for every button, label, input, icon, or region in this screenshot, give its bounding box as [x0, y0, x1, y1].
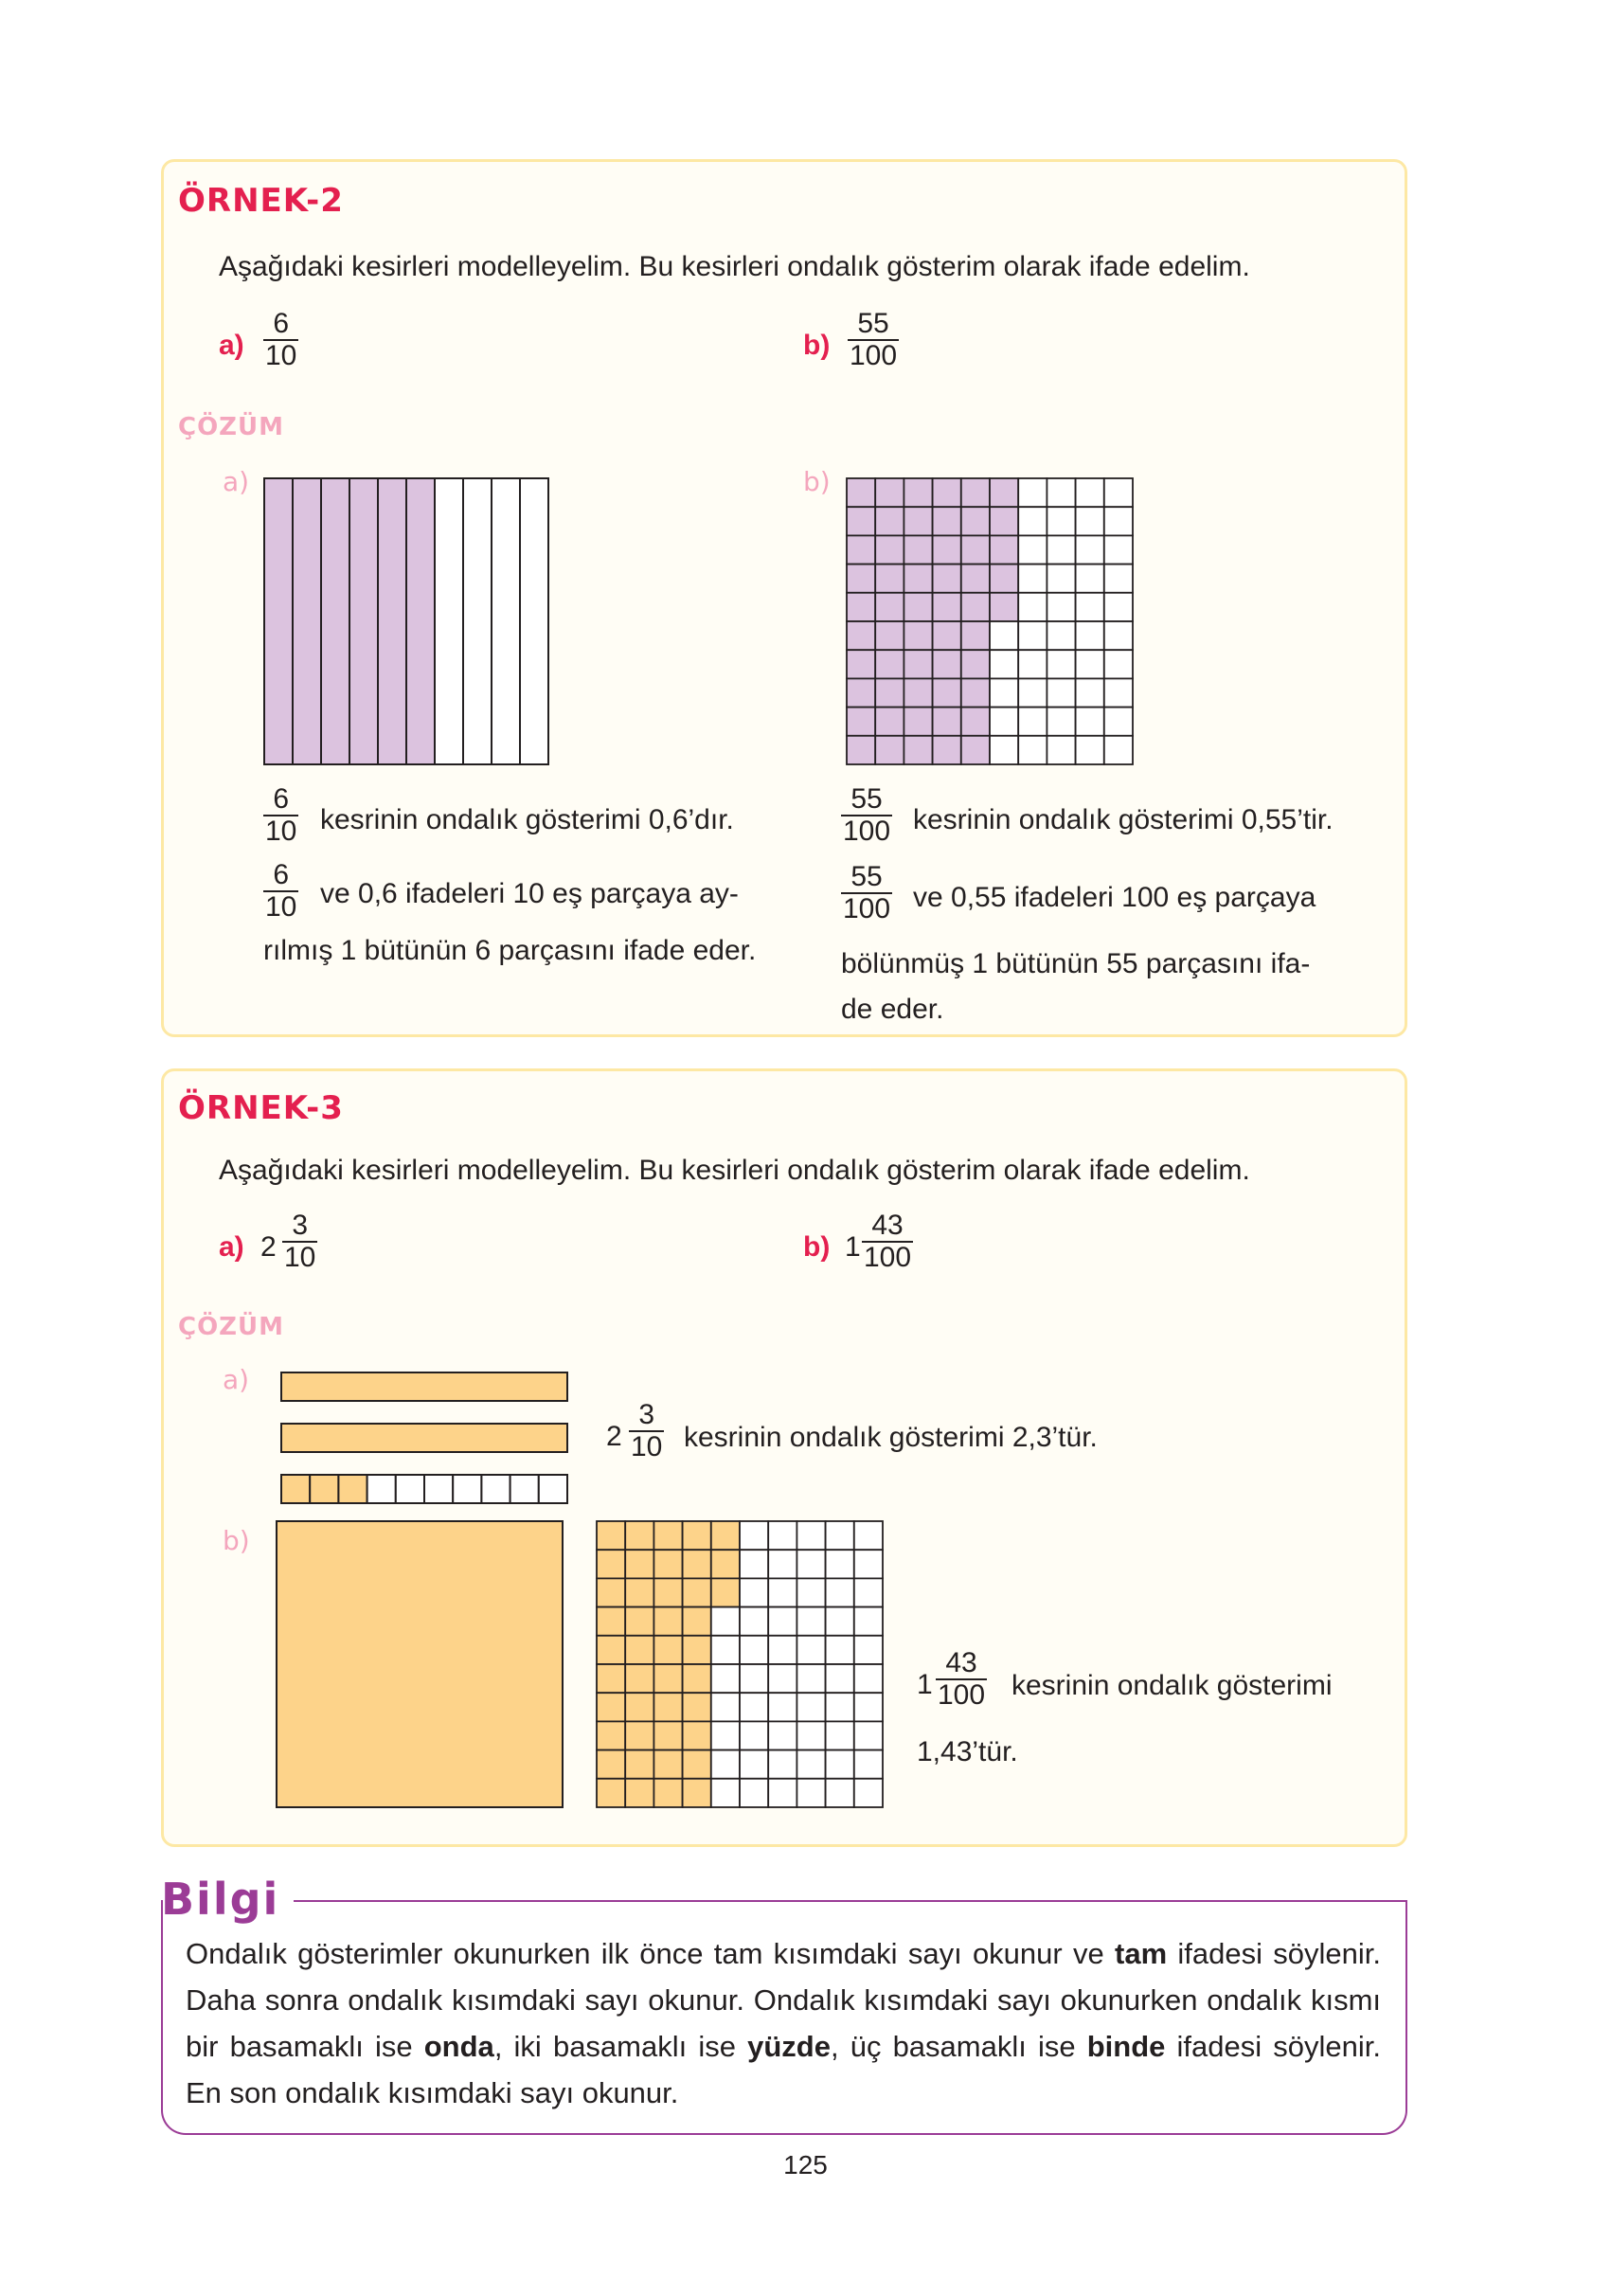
example-2-item-a-fraction [263, 309, 298, 370]
empty-cell [1018, 535, 1047, 564]
example-2-solution-label: ÇÖZÜM [178, 413, 285, 441]
denominator: 100 [938, 1678, 986, 1711]
empty-cell [711, 1750, 740, 1779]
shaded-cell [847, 535, 875, 564]
empty-cell [768, 1636, 797, 1664]
empty-cell [826, 1779, 854, 1807]
shaded-cell [933, 535, 961, 564]
shaded-cell [875, 621, 904, 650]
numerator: 3 [638, 1399, 655, 1430]
shaded-cell [933, 565, 961, 593]
empty-cell [854, 1664, 883, 1693]
denominator: 100 [843, 815, 891, 847]
shaded-cell [597, 1721, 625, 1749]
empty-cell [1076, 708, 1104, 736]
empty-cell [797, 1750, 825, 1779]
shaded-tenth [338, 1475, 367, 1503]
shaded-cell [625, 1693, 653, 1721]
shaded-cell [597, 1578, 625, 1606]
shaded-cell [625, 1578, 653, 1606]
empty-cell [1104, 678, 1133, 707]
shaded-cell [625, 1607, 653, 1636]
empty-cell [740, 1693, 768, 1721]
page-number: 125 [783, 2150, 828, 2179]
shaded-cell [653, 1550, 682, 1578]
shaded-cell [961, 478, 990, 507]
denominator: 10 [631, 1430, 663, 1462]
numerator: 3 [292, 1210, 309, 1241]
shaded-cell [625, 1550, 653, 1578]
example-2-prompt: Aşağıdaki kesirleri modelleyelim. Bu kesirleri ondalık gösterim olarak ifade edelim. [219, 251, 1250, 282]
hundredths-grid-55 [846, 477, 1136, 767]
empty-cell [740, 1607, 768, 1636]
example-2-a-text-2: ve 0,6 ifadeleri 10 eş parçaya ay- [320, 878, 739, 909]
denominator: 10 [265, 339, 297, 371]
example-3-solution-a-label: a) [223, 1364, 250, 1395]
empty-cell [740, 1779, 768, 1807]
example-3-b-result-text-2: 1,43’tür. [917, 1736, 1018, 1767]
empty-cell [740, 1750, 768, 1779]
example-3-a-result-fraction [629, 1400, 664, 1462]
shaded-strip [349, 478, 378, 764]
shaded-cell [653, 1750, 682, 1779]
empty-cell [768, 1750, 797, 1779]
shaded-cell [847, 678, 875, 707]
shaded-cell [961, 535, 990, 564]
empty-cell [826, 1664, 854, 1693]
example-3-a-result-whole: 2 [606, 1421, 622, 1452]
empty-cell [711, 1721, 740, 1749]
shaded-strip [293, 478, 321, 764]
shaded-cell [625, 1636, 653, 1664]
shaded-strip [378, 478, 406, 764]
empty-cell [1047, 736, 1075, 764]
empty-cell [1018, 565, 1047, 593]
shaded-cell [711, 1521, 740, 1550]
shaded-cell [597, 1693, 625, 1721]
empty-cell [1047, 678, 1075, 707]
shaded-cell [597, 1636, 625, 1664]
info-text-part: , üç basamaklı ise [830, 2030, 1087, 2063]
example-2-b-text-2: ve 0,55 ifadeleri 100 eş parçaya [913, 882, 1316, 913]
empty-cell [1018, 593, 1047, 621]
shaded-cell [597, 1779, 625, 1807]
numerator: 43 [871, 1210, 904, 1241]
empty-cell [1018, 650, 1047, 678]
example-3-b-result-text: kesrinin ondalık gösterimi [1011, 1670, 1333, 1701]
empty-strip [435, 478, 463, 764]
empty-cell [1076, 565, 1104, 593]
example-2-a-text-3: rılmış 1 bütünün 6 parçasını ifade eder. [263, 935, 757, 966]
empty-cell [1076, 621, 1104, 650]
shaded-cell [933, 708, 961, 736]
example-2-title: ÖRNEK-2 [178, 182, 344, 220]
shaded-cell [683, 1521, 711, 1550]
shaded-cell [711, 1550, 740, 1578]
shaded-cell [875, 650, 904, 678]
shaded-cell [683, 1636, 711, 1664]
example-3-item-b-fraction [862, 1211, 913, 1272]
shaded-cell [625, 1721, 653, 1749]
empty-cell [1104, 708, 1133, 736]
shaded-strip [264, 478, 293, 764]
tenths-model-6 [263, 477, 557, 767]
empty-cell [1076, 593, 1104, 621]
shaded-cell [847, 565, 875, 593]
example-3-solution-label: ÇÖZÜM [178, 1313, 285, 1341]
empty-cell [826, 1693, 854, 1721]
shaded-cell [990, 478, 1018, 507]
shaded-cell [683, 1721, 711, 1749]
empty-cell [1047, 650, 1075, 678]
empty-cell [854, 1607, 883, 1636]
shaded-cell [904, 507, 932, 535]
fraction-55-100 [841, 862, 892, 924]
example-2-item-b-label: b) [803, 330, 831, 361]
shaded-cell [933, 678, 961, 707]
numerator: 6 [273, 783, 290, 815]
empty-cell [797, 1779, 825, 1807]
empty-cell [1076, 507, 1104, 535]
denominator: 100 [843, 892, 891, 924]
empty-cell [1018, 621, 1047, 650]
empty-cell [1076, 736, 1104, 764]
empty-cell [740, 1721, 768, 1749]
mixed-tenths-model [280, 1372, 570, 1506]
info-text-part: , iki basamaklı ise [493, 2030, 748, 2063]
shaded-cell [847, 708, 875, 736]
shaded-cell [990, 565, 1018, 593]
empty-cell [854, 1636, 883, 1664]
example-3-item-a-fraction [282, 1211, 317, 1272]
info-bold-onda: onda [423, 2030, 494, 2063]
shaded-cell [653, 1521, 682, 1550]
shaded-cell [847, 736, 875, 764]
shaded-cell [597, 1750, 625, 1779]
shaded-cell [961, 736, 990, 764]
info-bold-yuzde: yüzde [747, 2030, 831, 2063]
example-3-a-result-text: kesrinin ondalık gösterimi 2,3’tür. [684, 1422, 1098, 1453]
shaded-cell [597, 1664, 625, 1693]
empty-cell [797, 1550, 825, 1578]
empty-cell [740, 1664, 768, 1693]
shaded-cell [933, 507, 961, 535]
empty-cell [711, 1664, 740, 1693]
empty-cell [768, 1693, 797, 1721]
empty-cell [1047, 507, 1075, 535]
empty-tenth [424, 1475, 453, 1503]
empty-cell [1076, 678, 1104, 707]
denominator: 10 [284, 1241, 316, 1273]
empty-cell [990, 650, 1018, 678]
example-3-title: ÖRNEK-3 [178, 1089, 344, 1127]
empty-cell [1076, 650, 1104, 678]
empty-cell [826, 1721, 854, 1749]
shaded-cell [875, 708, 904, 736]
shaded-cell [875, 736, 904, 764]
denominator: 10 [265, 890, 297, 923]
empty-cell [1018, 478, 1047, 507]
info-box-top-line [294, 1900, 1405, 1902]
example-3-b-result-whole: 1 [917, 1669, 933, 1700]
example-2-b-text-3: bölünmüş 1 bütünün 55 parçasını ifa- [841, 948, 1311, 979]
shaded-strip [321, 478, 349, 764]
empty-cell [797, 1521, 825, 1550]
example-3-item-a-whole: 2 [260, 1231, 277, 1263]
example-2-solution-b-label: b) [803, 466, 831, 497]
shaded-cell [990, 535, 1018, 564]
example-2-a-text-1: kesrinin ondalık gösterimi 0,6’dır. [320, 804, 734, 835]
empty-cell [990, 708, 1018, 736]
empty-cell [826, 1636, 854, 1664]
shaded-cell [653, 1578, 682, 1606]
empty-cell [1047, 621, 1075, 650]
fraction-6-10 [263, 860, 298, 922]
example-2-item-a-label: a) [219, 330, 244, 361]
shaded-tenth [281, 1475, 310, 1503]
empty-cell [990, 678, 1018, 707]
shaded-cell [904, 565, 932, 593]
empty-cell [768, 1550, 797, 1578]
example-3-b-result-fraction [936, 1648, 987, 1710]
example-2-item-b-fraction [848, 309, 899, 370]
numerator: 55 [850, 861, 883, 892]
empty-cell [826, 1607, 854, 1636]
empty-cell [990, 621, 1018, 650]
empty-cell [711, 1693, 740, 1721]
empty-cell [1104, 621, 1133, 650]
empty-cell [768, 1578, 797, 1606]
shaded-cell [653, 1664, 682, 1693]
empty-cell [1104, 736, 1133, 764]
empty-cell [1104, 535, 1133, 564]
empty-cell [768, 1521, 797, 1550]
shaded-cell [597, 1550, 625, 1578]
shaded-cell [933, 650, 961, 678]
shaded-cell [933, 593, 961, 621]
empty-cell [1076, 478, 1104, 507]
empty-cell [854, 1693, 883, 1721]
shaded-cell [875, 507, 904, 535]
numerator: 6 [273, 859, 290, 890]
empty-cell [797, 1578, 825, 1606]
shaded-cell [711, 1578, 740, 1606]
shaded-cell [683, 1607, 711, 1636]
empty-cell [1104, 650, 1133, 678]
shaded-cell [961, 621, 990, 650]
example-3-solution-b-label: b) [223, 1525, 250, 1556]
empty-cell [1018, 736, 1047, 764]
empty-cell [1076, 535, 1104, 564]
empty-cell [768, 1607, 797, 1636]
shaded-cell [683, 1550, 711, 1578]
whole-bar [281, 1424, 567, 1452]
example-2-b-text-1: kesrinin ondalık gösterimi 0,55’tir. [913, 804, 1334, 835]
shaded-cell [904, 621, 932, 650]
shaded-cell [961, 507, 990, 535]
shaded-cell [625, 1750, 653, 1779]
shaded-cell [683, 1693, 711, 1721]
shaded-cell [847, 507, 875, 535]
example-2-b-text-4: de eder. [841, 994, 944, 1025]
whole-bar [281, 1372, 567, 1401]
fraction-55-100 [841, 784, 892, 846]
empty-cell [797, 1721, 825, 1749]
info-bold-binde: binde [1086, 2030, 1166, 2063]
empty-cell [826, 1578, 854, 1606]
info-text-part: ifadesi söylenir. En son ondalık kısımdaki sayı okunur. [186, 2030, 1381, 2109]
empty-cell [740, 1550, 768, 1578]
empty-cell [826, 1550, 854, 1578]
empty-cell [1104, 593, 1133, 621]
empty-cell [1104, 565, 1133, 593]
shaded-cell [847, 478, 875, 507]
empty-cell [1047, 535, 1075, 564]
shaded-cell [683, 1750, 711, 1779]
empty-cell [854, 1750, 883, 1779]
shaded-cell [904, 650, 932, 678]
empty-cell [1047, 478, 1075, 507]
empty-cell [854, 1779, 883, 1807]
shaded-cell [597, 1607, 625, 1636]
empty-cell [740, 1521, 768, 1550]
example-2-solution-a-label: a) [223, 466, 250, 497]
fraction-6-10 [263, 784, 298, 846]
empty-cell [1047, 593, 1075, 621]
shaded-cell [683, 1664, 711, 1693]
shaded-cell [933, 478, 961, 507]
shaded-cell [653, 1693, 682, 1721]
empty-cell [768, 1664, 797, 1693]
empty-cell [797, 1607, 825, 1636]
shaded-cell [961, 650, 990, 678]
shaded-cell [625, 1521, 653, 1550]
empty-tenth [510, 1475, 539, 1503]
shaded-cell [625, 1664, 653, 1693]
shaded-cell [961, 593, 990, 621]
empty-cell [711, 1779, 740, 1807]
empty-cell [1104, 478, 1133, 507]
empty-cell [854, 1721, 883, 1749]
hundredths-grid-43 [596, 1520, 886, 1810]
info-bold-tam: tam [1115, 1937, 1168, 1970]
shaded-tenth [310, 1475, 338, 1503]
empty-tenth [453, 1475, 481, 1503]
numerator: 6 [273, 308, 290, 339]
empty-cell [1104, 507, 1133, 535]
denominator: 10 [265, 815, 297, 847]
empty-cell [854, 1521, 883, 1550]
shaded-cell [625, 1779, 653, 1807]
empty-strip [520, 478, 548, 764]
numerator: 43 [945, 1647, 977, 1678]
shaded-cell [847, 593, 875, 621]
shaded-cell [904, 535, 932, 564]
shaded-cell [683, 1779, 711, 1807]
shaded-cell [933, 621, 961, 650]
empty-cell [768, 1721, 797, 1749]
empty-cell [797, 1693, 825, 1721]
shaded-cell [653, 1636, 682, 1664]
empty-cell [1047, 708, 1075, 736]
shaded-cell [847, 650, 875, 678]
empty-cell [826, 1521, 854, 1550]
numerator: 55 [850, 783, 883, 815]
example-3-item-b-whole: 1 [845, 1231, 861, 1263]
shaded-cell [961, 708, 990, 736]
empty-cell [1018, 708, 1047, 736]
example-3-item-a-label: a) [219, 1231, 244, 1263]
denominator: 100 [850, 339, 898, 371]
shaded-strip [406, 478, 435, 764]
empty-cell [740, 1636, 768, 1664]
empty-cell [768, 1779, 797, 1807]
shaded-cell [904, 708, 932, 736]
shaded-cell [653, 1607, 682, 1636]
empty-cell [1047, 565, 1075, 593]
empty-cell [740, 1578, 768, 1606]
shaded-cell [653, 1779, 682, 1807]
empty-cell [854, 1550, 883, 1578]
shaded-cell [961, 565, 990, 593]
empty-tenth [539, 1475, 567, 1503]
shaded-cell [875, 478, 904, 507]
empty-strip [492, 478, 520, 764]
shaded-cell [847, 621, 875, 650]
empty-tenth [481, 1475, 510, 1503]
shaded-cell [990, 507, 1018, 535]
empty-cell [990, 736, 1018, 764]
whole-square [277, 1521, 563, 1807]
shaded-cell [683, 1578, 711, 1606]
info-title: Bilgi [161, 1874, 280, 1925]
info-text-part: Ondalık gösterimler okunurken ilk önce tam kısımdaki sayı okunur ve [186, 1937, 1115, 1970]
shaded-cell [904, 478, 932, 507]
empty-cell [826, 1750, 854, 1779]
empty-tenth [396, 1475, 424, 1503]
shaded-cell [875, 535, 904, 564]
shaded-cell [904, 736, 932, 764]
empty-cell [1018, 507, 1047, 535]
info-text-part: ifadesi söylenir. Daha sonra ondalık kısımdaki sayı okunur. Ondalık kısımdaki sayı okunurken ondalık kısmı bir basamaklı ise [186, 1937, 1381, 2063]
shaded-cell [990, 593, 1018, 621]
shaded-cell [961, 678, 990, 707]
empty-strip [463, 478, 492, 764]
whole-square-model [276, 1520, 565, 1810]
empty-cell [1018, 678, 1047, 707]
numerator: 55 [857, 308, 889, 339]
empty-cell [854, 1578, 883, 1606]
shaded-cell [875, 678, 904, 707]
shaded-cell [597, 1521, 625, 1550]
empty-cell [797, 1636, 825, 1664]
empty-cell [711, 1636, 740, 1664]
shaded-cell [904, 593, 932, 621]
empty-tenth [367, 1475, 396, 1503]
shaded-cell [875, 565, 904, 593]
shaded-cell [904, 678, 932, 707]
denominator: 100 [864, 1241, 912, 1273]
empty-cell [711, 1607, 740, 1636]
shaded-cell [653, 1721, 682, 1749]
example-3-prompt: Aşağıdaki kesirleri modelleyelim. Bu kesirleri ondalık gösterim olarak ifade edelim. [219, 1155, 1250, 1186]
example-3-item-b-label: b) [803, 1231, 831, 1263]
info-text [186, 1930, 1381, 2116]
shaded-cell [875, 593, 904, 621]
empty-cell [797, 1664, 825, 1693]
shaded-cell [933, 736, 961, 764]
